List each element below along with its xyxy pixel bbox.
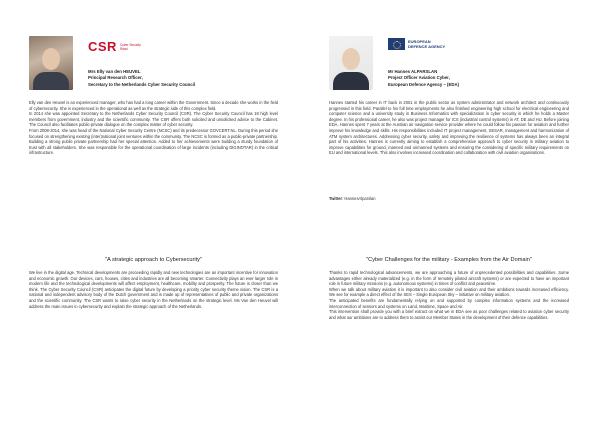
speaker-role: Principal Research Officer, bbox=[88, 75, 143, 81]
twitter-label: Twitter bbox=[329, 196, 343, 201]
eda-logo-name: EUROPEAN DEFENCE AGENCY bbox=[408, 39, 446, 49]
csr-logo-mark: CSR bbox=[88, 39, 117, 54]
speaker-role: Project Officer Aviation Cyber, bbox=[388, 75, 450, 81]
speaker-shoulders bbox=[33, 72, 69, 90]
speaker-name: Mr Hannes ALPARSLAN bbox=[388, 69, 438, 74]
right-speaker-column bbox=[300, 0, 600, 424]
talk-abstract: We live in the digital age. Technical developments are proceeding rapidly and new technologies are an important incentive for innovation and economic growth. Our devices, cars, houses, cities and industries are all becoming smarter. Connectivity plays an ever larger role in modern life and the technological developments will affect employment, healthcare, mobility and prosperity. The future is closer than we think. The Cyber Security Council (CSR) anticipates the digital future by developing a priority cyber security theme vision. The CSR is a national and independent advisory body of the Dutch government and is made up of representatives of public and private organizations and the scientific community. The CSR wants to raise cyber security in the Netherlands on the strategic level. Ms Van den Heuvel will address the main issues in cybersecurity and explain the strategic approach of the Netherlands. bbox=[29, 270, 278, 309]
speaker-face bbox=[42, 48, 60, 70]
eda-logo bbox=[388, 38, 448, 50]
talk-abstract: Thanks to rapid technological advancements, we are approaching a future of unprecedented possibilities and capabilities. Some advantages either already materialized (e.g. in the form of remotely piloted aircraft systems) or are expected to have an important role in future military missions (e.g. autonomous systems) in times of conflict and peacetime. When we talk about military aviation it is important to also consider civil aviation and their ambitions towards increased efficiency. We see for example a direct effect of the SES – Single European Sky – initiative on military aviation. The anticipated benefits are fundamentally relying on and supported by complex information systems and the increased interconnection of sensors and systems on Land, Maritime, Space and Air. This intervention shall provide you with a brief extract on what we in EDA see as poor challenges related to aviation cyber security and what our ambitions are to address them to assist our Member States in the development of their defence capabilities. bbox=[329, 270, 569, 320]
talk-title: "A strategic approach to Cybersecurity" bbox=[105, 257, 202, 263]
speaker-bio: Hannes started his career in IT back in 2001 in the public sector as system administrator and network architect and continuously progressed in this field. Parallel to his full time employments he also finished engineering high school for electrical engineering and computer science and a university study in Business Informatics with specialization in cyber security in which he holds a Master degree. In his professional career, he also was project manager for ICS (industrial control systems) in AT, DE and HU. Before joining EDA, Hannes spent 7 years at the Austrian air navigation service provider where he could follow his passion for aviation and further improve his knowledge and skills. His responsibilities included IT project management, SESAR, management and harmonization of ATM system architectures. Addressing cyber security, safety and improving the resilience of systems has always been an integral part of his activities. Hannes is currently aiming to establish a comprehensive approach to cyber security in military aviation to improve capabilities for ground, manned and unmanned systems and ensuring the considering of specific military requirements on EU and international levels. This also involves increased coordination and collaboration with civil aviation organisations. bbox=[329, 100, 569, 156]
talk-title: "Cyber Challenges for the military - Examples from the Air Domain" bbox=[366, 257, 532, 263]
speaker-identity-elly bbox=[88, 69, 195, 88]
speaker-affiliation: Secretary to the Netherlands Cyber Security Council bbox=[88, 81, 195, 87]
speaker-face bbox=[342, 48, 360, 70]
twitter-line bbox=[329, 196, 376, 201]
speaker-name: Mrs Elly van den HEUVEL bbox=[88, 69, 141, 74]
speaker-photo-hannes bbox=[329, 36, 373, 90]
speaker-identity-hannes bbox=[388, 69, 459, 88]
speaker-affiliation: European Defence Agency – (EDA) bbox=[388, 81, 459, 87]
speaker-photo-elly bbox=[29, 36, 73, 90]
eu-flag-icon bbox=[388, 38, 405, 50]
twitter-handle[interactable]: : HannesAlparslan bbox=[342, 196, 376, 201]
speaker-bio: Elly van den Heuvel is an experienced manager, who has had a long career within the Government. Since a decade she works in the field of cybersecurity. She is experienced in the operational as well as the strategic side of this complex field. In 2014 she was appointed Secretary to the Netherlands Cyber Security Council (CSR). The Cyber Security Council has 18 high level members from government, industry and the scientific community. The CSR offers both solicited and unsolicited advice to the Cabinet. The Council also facilitates public-private dialogue on the complex matter of cyber security. From 2008-2014, she was head of the National Cyber Security Centre (NCSC) and its predecessor GOVCERT.NL. During this period she focused on strengthening existing (inter)national joint ventures within the community. The NCSC is formed as a public-private partnership. Building a strong public private partnership had her special attention. Added to her achievements were building a sturdy foundation of trust with all stakeholders. She was responsible for the operational coordination of large incidents (including DIGINOTAR) in the critical infrastructure. bbox=[29, 100, 278, 156]
csr-logo-subtitle: Cyber Security Raad bbox=[119, 42, 141, 51]
speaker-shoulders bbox=[333, 72, 369, 90]
csr-logo bbox=[88, 39, 142, 54]
